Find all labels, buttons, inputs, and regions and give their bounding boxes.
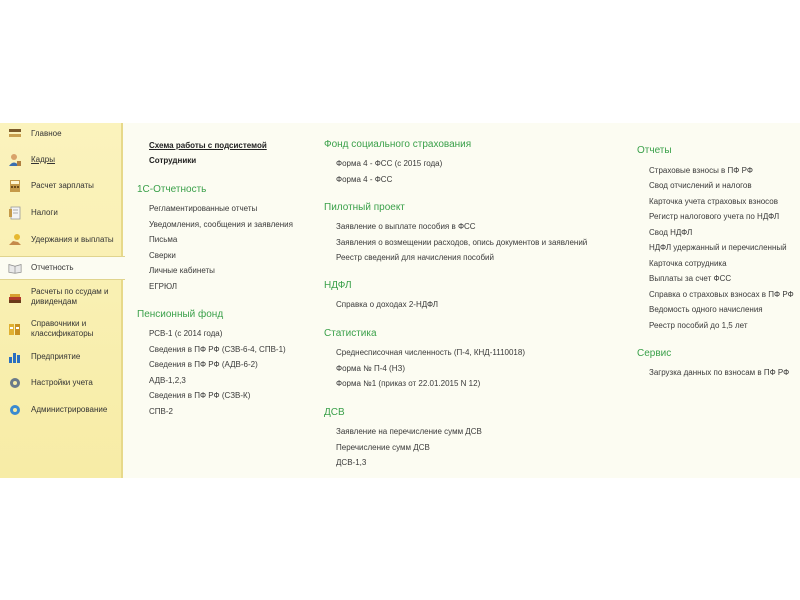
hand-coin-icon [8, 233, 22, 247]
link-szv64[interactable]: Сведения в ПФ РФ (СЗВ-6-4, СПВ-1) [149, 345, 286, 354]
sidebar-item-directories[interactable] [0, 318, 121, 340]
section-header-reports: Отчеты [637, 145, 672, 156]
link-employee-card[interactable]: Карточка сотрудника [649, 259, 727, 268]
link-pf-certificate[interactable]: Справка о страховых взносах в ПФ РФ [649, 290, 794, 299]
section-header-dsv: ДСВ [324, 407, 345, 418]
link-form4-fss[interactable]: Форма 4 - ФСС [336, 175, 393, 184]
sidebar-item-deductions[interactable] [0, 233, 121, 247]
link-rsv1[interactable]: РСВ-1 (с 2014 года) [149, 329, 223, 338]
link-benefit-application[interactable]: Заявление о выплате пособия в ФСС [336, 222, 476, 231]
link-fss-payments[interactable]: Выплаты за счет ФСС [649, 274, 732, 283]
sidebar-item-label: Кадры [31, 155, 55, 164]
binders-icon [8, 322, 22, 336]
sidebar-item-reporting[interactable] [0, 256, 125, 280]
sidebar-item-label: Расчет зарплаты [31, 181, 94, 190]
link-reg-reports[interactable]: Регламентированные отчеты [149, 204, 258, 213]
link-load-pf-data[interactable]: Загрузка данных по взносам в ПФ РФ [649, 368, 790, 377]
sidebar-item-enterprise[interactable] [0, 350, 121, 364]
subsystem-scheme-link[interactable]: Схема работы с подсистемой [149, 141, 267, 150]
person-icon [8, 153, 22, 167]
section-header-fss: Фонд социального страхования [324, 139, 472, 150]
link-reconciliations[interactable]: Сверки [149, 251, 176, 260]
link-contributions-card[interactable]: Карточка учета страховых взносов [649, 197, 778, 206]
sidebar-item-label: Расчеты по ссудам и дивидендам [31, 287, 109, 306]
sidebar-item-main[interactable] [0, 127, 121, 141]
link-single-accrual[interactable]: Ведомость одного начисления [649, 305, 763, 314]
sidebar-item-accounting-settings[interactable] [0, 376, 121, 390]
link-ndfl-register[interactable]: Регистр налогового учета по НДФЛ [649, 212, 780, 221]
link-ndfl-withheld[interactable]: НДФЛ удержанный и перечисленный [649, 243, 787, 252]
sidebar-item-label: Справочники и классификаторы [31, 319, 94, 338]
sidebar-item-payroll[interactable] [0, 179, 121, 193]
section-header-pilot: Пилотный проект [324, 202, 405, 213]
section-header-ndfl: НДФЛ [324, 280, 352, 291]
link-avg-headcount[interactable]: Среднесписочная численность (П-4, КНД-1110018) [336, 348, 525, 357]
section-header-service: Сервис [637, 348, 672, 359]
link-dsv-application[interactable]: Заявление на перечисление сумм ДСВ [336, 427, 482, 436]
link-deductions-summary[interactable]: Свод отчислений и налогов [649, 181, 752, 190]
link-benefits-registry[interactable]: Реестр сведений для начисления пособий [336, 253, 494, 262]
books-icon [8, 290, 22, 304]
gear-icon [8, 376, 22, 390]
bar-chart-icon [8, 350, 22, 364]
link-p4-nz[interactable]: Форма № П-4 (НЗ) [336, 364, 405, 373]
link-personal-accounts[interactable]: Личные кабинеты [149, 266, 215, 275]
link-szvk[interactable]: Сведения в ПФ РФ (СЗВ-К) [149, 391, 251, 400]
link-dsv13[interactable]: ДСВ-1,3 [336, 458, 367, 467]
sidebar-item-taxes[interactable] [0, 206, 121, 220]
sidebar-item-loans-dividends[interactable] [0, 286, 121, 308]
sidebar-item-hr[interactable] [0, 153, 121, 167]
link-letters[interactable]: Письма [149, 235, 178, 244]
app-window [0, 123, 800, 478]
sidebar-item-label: Администрирование [31, 405, 108, 414]
sidebar-item-label: Отчетность [31, 263, 74, 272]
section-header-1c-reporting: 1С-Отчетность [137, 184, 207, 195]
employees-link[interactable]: Сотрудники [149, 156, 197, 165]
link-expense-reimbursement[interactable]: Заявления о возмещении расходов, опись документов и заявлений [336, 238, 588, 247]
link-benefits-1-5[interactable]: Реестр пособий до 1,5 лет [649, 321, 748, 330]
sidebar-item-label: Налоги [31, 208, 58, 217]
sidebar-item-administration[interactable] [0, 403, 121, 417]
open-book-icon [8, 261, 22, 275]
section-header-statistics: Статистика [324, 328, 377, 339]
document-icon [8, 206, 22, 220]
link-ndfl-summary[interactable]: Свод НДФЛ [649, 228, 693, 237]
link-dsv-transfer[interactable]: Перечисление сумм ДСВ [336, 443, 430, 452]
link-egrul[interactable]: ЕГРЮЛ [149, 282, 177, 291]
sidebar-item-label: Главное [31, 129, 62, 138]
sections-icon [8, 127, 22, 141]
sidebar-item-label: Удержания и выплаты [31, 235, 114, 244]
link-adv123[interactable]: АДВ-1,2,3 [149, 376, 186, 385]
admin-gear-icon [8, 403, 22, 417]
link-pf-contributions[interactable]: Страховые взносы в ПФ РФ [649, 166, 753, 175]
sections-sidebar [0, 123, 123, 478]
link-notifications[interactable]: Уведомления, сообщения и заявления [149, 220, 293, 229]
link-spv2[interactable]: СПВ-2 [149, 407, 173, 416]
link-adv62[interactable]: Сведения в ПФ РФ (АДВ-6-2) [149, 360, 258, 369]
link-form1[interactable]: Форма №1 (приказ от 22.01.2015 N 12) [336, 379, 481, 388]
sidebar-item-label: Настройки учета [31, 378, 93, 387]
link-form4-fss-2015[interactable]: Форма 4 - ФСС (с 2015 года) [336, 159, 443, 168]
link-2ndfl[interactable]: Справка о доходах 2-НДФЛ [336, 300, 439, 309]
calculator-icon [8, 179, 22, 193]
section-header-pension-fund: Пенсионный фонд [137, 309, 224, 320]
sidebar-item-label: Предприятие [31, 352, 81, 361]
